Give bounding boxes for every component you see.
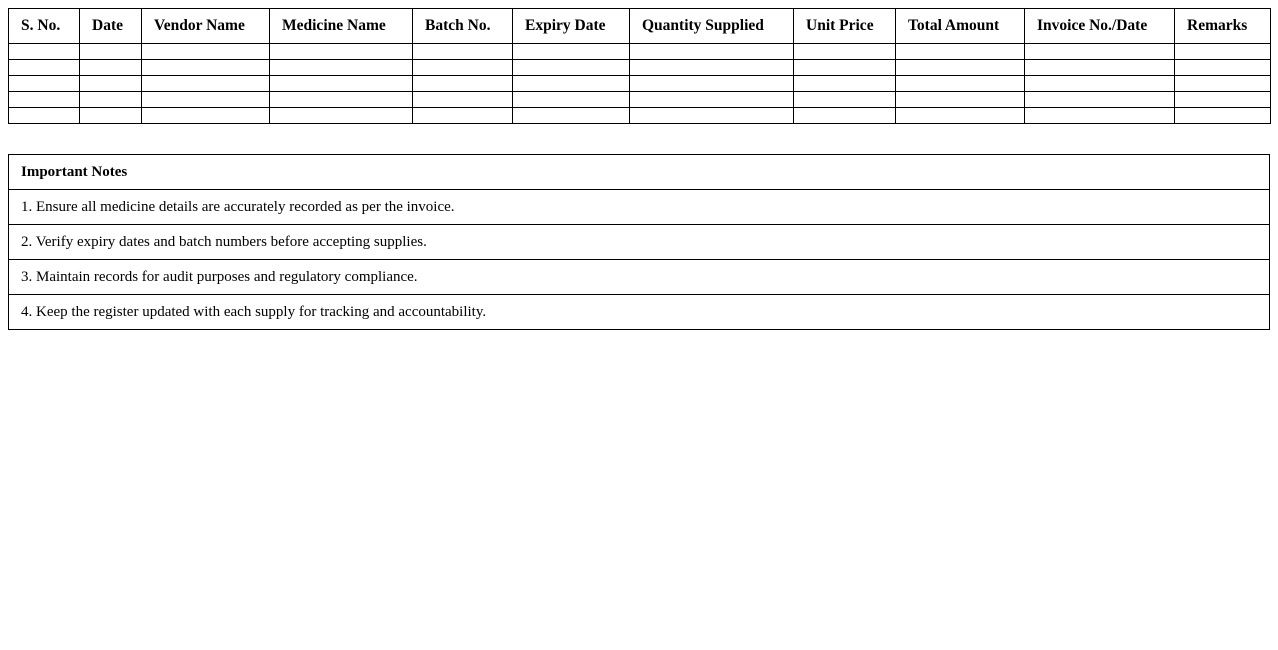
- table-cell[interactable]: [896, 92, 1025, 108]
- table-cell[interactable]: [270, 108, 413, 124]
- header-vendor-name: Vendor Name: [142, 9, 270, 44]
- table-cell[interactable]: [513, 60, 630, 76]
- table-cell[interactable]: [896, 76, 1025, 92]
- table-cell[interactable]: [1025, 44, 1175, 60]
- table-cell[interactable]: [80, 44, 142, 60]
- table-cell[interactable]: [794, 76, 896, 92]
- table-cell[interactable]: [794, 92, 896, 108]
- note-row: [9, 260, 1270, 295]
- note-item: 4. Keep the register updated with each supply for tracking and accountability.: [9, 295, 1270, 330]
- table-cell[interactable]: [513, 76, 630, 92]
- table-row: [9, 60, 1271, 76]
- note-row: [9, 225, 1270, 260]
- table-cell[interactable]: [270, 92, 413, 108]
- table-cell[interactable]: [1025, 60, 1175, 76]
- header-batch-number: Batch No.: [413, 9, 513, 44]
- table-cell[interactable]: [1025, 108, 1175, 124]
- header-date: Date: [80, 9, 142, 44]
- note-item: 2. Verify expiry dates and batch numbers before accepting supplies.: [9, 225, 1270, 260]
- table-cell[interactable]: [794, 108, 896, 124]
- table-cell[interactable]: [413, 60, 513, 76]
- table-cell[interactable]: [413, 44, 513, 60]
- medicine-supply-register-table: [8, 8, 1271, 124]
- table-cell[interactable]: [80, 60, 142, 76]
- table-cell[interactable]: [794, 44, 896, 60]
- table-cell[interactable]: [142, 76, 270, 92]
- table-cell[interactable]: [896, 60, 1025, 76]
- register-body: [9, 44, 1271, 124]
- table-cell[interactable]: [9, 76, 80, 92]
- table-cell[interactable]: [513, 108, 630, 124]
- table-row: [9, 108, 1271, 124]
- table-cell[interactable]: [1025, 92, 1175, 108]
- table-cell[interactable]: [630, 92, 794, 108]
- header-quantity-supplied: Quantity Supplied: [630, 9, 794, 44]
- table-cell[interactable]: [630, 76, 794, 92]
- header-remarks: Remarks: [1175, 9, 1271, 44]
- table-cell[interactable]: [80, 108, 142, 124]
- table-cell[interactable]: [270, 44, 413, 60]
- header-total-amount: Total Amount: [896, 9, 1025, 44]
- table-cell[interactable]: [270, 76, 413, 92]
- header-medicine-name: Medicine Name: [270, 9, 413, 44]
- notes-title-row: [9, 155, 1270, 190]
- table-cell[interactable]: [413, 108, 513, 124]
- note-row: [9, 295, 1270, 330]
- table-cell[interactable]: [630, 108, 794, 124]
- note-item: 3. Maintain records for audit purposes and regulatory compliance.: [9, 260, 1270, 295]
- table-cell[interactable]: [1175, 108, 1271, 124]
- header-row: [9, 9, 1271, 44]
- header-invoice-number-date: Invoice No./Date: [1025, 9, 1175, 44]
- table-row: [9, 76, 1271, 92]
- table-cell[interactable]: [9, 60, 80, 76]
- table-cell[interactable]: [9, 92, 80, 108]
- table-cell[interactable]: [630, 44, 794, 60]
- table-cell[interactable]: [142, 108, 270, 124]
- table-cell[interactable]: [80, 92, 142, 108]
- table-cell[interactable]: [794, 60, 896, 76]
- table-cell[interactable]: [270, 60, 413, 76]
- table-cell[interactable]: [142, 92, 270, 108]
- table-cell[interactable]: [1175, 76, 1271, 92]
- table-cell[interactable]: [413, 92, 513, 108]
- table-cell[interactable]: [896, 108, 1025, 124]
- header-expiry-date: Expiry Date: [513, 9, 630, 44]
- table-cell[interactable]: [413, 76, 513, 92]
- header-serial-number: S. No.: [9, 9, 80, 44]
- table-cell[interactable]: [80, 76, 142, 92]
- table-cell[interactable]: [630, 60, 794, 76]
- register-header: [9, 9, 1271, 44]
- table-cell[interactable]: [9, 44, 80, 60]
- table-cell[interactable]: [142, 60, 270, 76]
- table-row: [9, 44, 1271, 60]
- important-notes-table: [8, 154, 1270, 330]
- table-row: [9, 92, 1271, 108]
- table-cell[interactable]: [1175, 44, 1271, 60]
- table-cell[interactable]: [513, 92, 630, 108]
- table-cell[interactable]: [513, 44, 630, 60]
- table-cell[interactable]: [1175, 60, 1271, 76]
- table-cell[interactable]: [1175, 92, 1271, 108]
- header-unit-price: Unit Price: [794, 9, 896, 44]
- note-row: [9, 190, 1270, 225]
- table-cell[interactable]: [142, 44, 270, 60]
- table-cell[interactable]: [1025, 76, 1175, 92]
- table-cell[interactable]: [896, 44, 1025, 60]
- note-item: 1. Ensure all medicine details are accurately recorded as per the invoice.: [9, 190, 1270, 225]
- table-cell[interactable]: [9, 108, 80, 124]
- notes-title: Important Notes: [9, 155, 1270, 190]
